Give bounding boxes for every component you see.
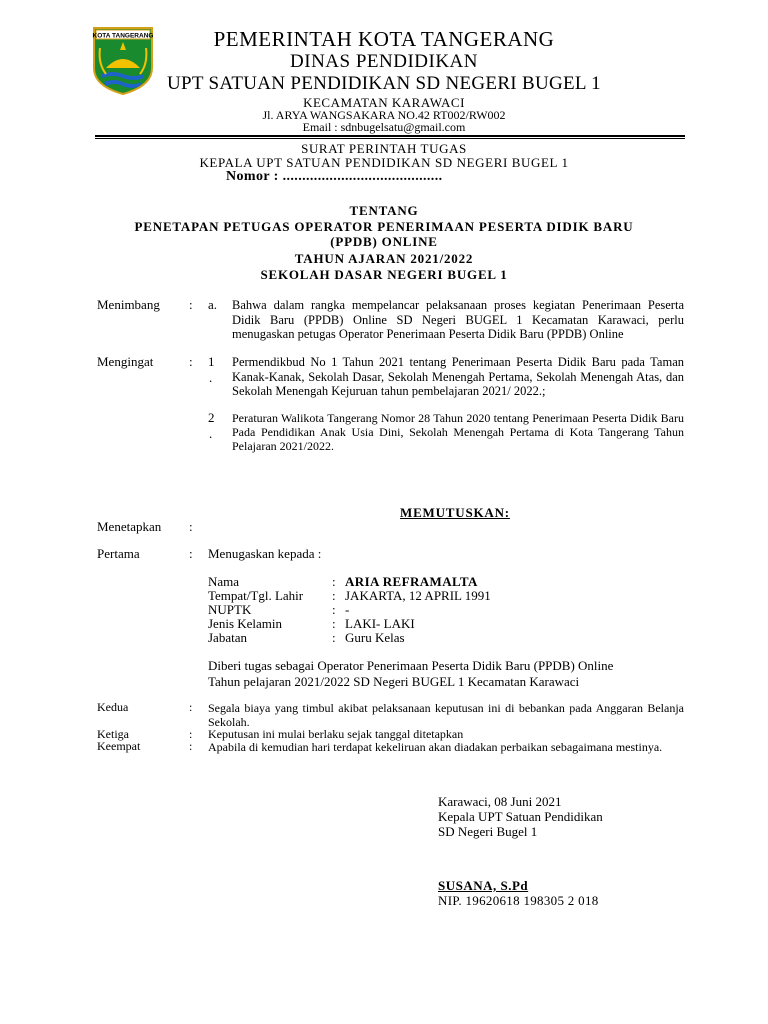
kedua-label: Kedua (97, 700, 129, 714)
identity-value: Guru Kelas (345, 630, 405, 645)
identity-label: Tempat/Tgl. Lahir (208, 588, 304, 603)
mengingat-item-dot: . (209, 370, 213, 385)
pertama-label: Pertama (97, 546, 140, 561)
mengingat-item-dot: . (209, 426, 213, 441)
assignment-line-1: Diberi tugas sebagai Operator Penerimaan Peserta Didik Baru (PPDB) Online (208, 658, 614, 673)
subject-line-1: PENETAPAN PETUGAS OPERATOR PENERIMAAN PESERTA DIDIK BARU (134, 219, 634, 234)
ketiga-label: Ketiga (97, 727, 129, 741)
keempat-label: Keempat (97, 739, 141, 753)
logo-banner-text: KOTA TANGERANG (92, 32, 154, 40)
subject-line-4: SEKOLAH DASAR NEGERI BUGEL 1 (260, 267, 508, 282)
header-government: PEMERINTAH KOTA TANGERANG (213, 27, 555, 51)
identity-label: Jenis Kelamin (208, 616, 283, 631)
mengingat-colon: : (189, 354, 193, 369)
menimbang-text: Bahwa dalam rangka mempelancar pelaksanaan proses kegiatan Penerimaan Peserta Didik Baru (PPDB) Online SD Negeri BUGEL 1 Kecamatan Karawaci, perlu menugaskan petugas Operator Penerimaan Peserta Didik Baru (PPDB) Online (232, 298, 684, 341)
header-department: DINAS PENDIDIKAN (290, 51, 478, 72)
menimbang-marker: a. (208, 297, 218, 312)
mengingat-item-text: Permendikbud No 1 Tahun 2021 tentang Penerimaan Peserta Didik Baru pada Taman Kanak-Kanak, Sekolah Dasar, Sekolah Menengah Pertama, Sekolah Menengah Atas, dan Sekolah Menengah Kejuruan tahun pembelajaran 2021/ 2022.; (232, 355, 684, 398)
menetapkan-label: Menetapkan (97, 519, 162, 534)
keempat-colon: : (189, 739, 193, 753)
menimbang-colon: : (189, 297, 193, 312)
identity-value-name: ARIA REFRAMALTA (345, 574, 478, 589)
menimbang-label: Menimbang (97, 297, 160, 312)
identity-colon: : (332, 630, 336, 645)
mengingat-item-text: Peraturan Walikota Tangerang Nomor 28 Tahun 2020 tentang Penerimaan Peserta Didik Baru Pada Pendidikan Anak Usia Dini, Sekolah Menengah Pertama di Kota Tangerang Tahun Pelajaran 2021/2022. (232, 411, 684, 453)
pertama-text: Menugaskan kepada : (208, 546, 322, 561)
identity-label: Jabatan (208, 630, 247, 645)
signatory-nip: NIP. 19620618 198305 2 018 (438, 893, 599, 908)
identity-colon: : (332, 616, 336, 631)
header-email: Email : sdnbugelsatu@gmail.com (302, 120, 466, 134)
kedua-colon: : (189, 700, 193, 714)
pertama-colon: : (189, 546, 193, 561)
mengingat-label: Mengingat (97, 354, 154, 369)
identity-colon: : (332, 588, 336, 603)
signature-school: SD Negeri Bugel 1 (438, 824, 538, 839)
signature-place-date: Karawaci, 08 Juni 2021 (438, 794, 562, 809)
identity-label: Nama (208, 574, 240, 589)
subject-heading: TENTANG (349, 203, 419, 218)
identity-label: NUPTK (208, 602, 252, 617)
header-address: Jl. ARYA WANGSAKARA NO.42 RT002/RW002 (262, 108, 506, 122)
subject-line-2: (PPDB) ONLINE (330, 234, 438, 249)
signature-position: Kepala UPT Satuan Pendidikan (438, 809, 603, 824)
ketiga-text: Keputusan ini mulai berlaku sejak tanggal ditetapkan (208, 727, 464, 741)
letterhead-divider-thick (95, 135, 685, 137)
header-district: KECAMATAN KARAWACI (303, 95, 465, 110)
identity-value: LAKI- LAKI (345, 616, 415, 631)
kedua-text: Segala biaya yang timbul akibat pelaksanaan keputusan ini di bebankan pada Anggaran Belanja Sekolah. (208, 701, 684, 729)
decision-heading: MEMUTUSKAN: (400, 505, 510, 520)
identity-colon: : (332, 574, 336, 589)
doc-number: Nomor : ......................................... (226, 169, 443, 184)
mengingat-item-number: 2 (208, 410, 215, 425)
header-school: UPT SATUAN PENDIDIKAN SD NEGERI BUGEL 1 (167, 73, 601, 94)
keempat-text: Apabila di kemudian hari terdapat kekeliruan akan diadakan perbaikan sebagaimana mestinya. (208, 740, 663, 754)
assignment-line-2: Tahun pelajaran 2021/2022 SD Negeri BUGEL 1 Kecamatan Karawaci (208, 674, 580, 689)
letterhead-divider-thin (95, 138, 685, 139)
identity-colon: : (332, 602, 336, 617)
subject-line-3: TAHUN AJARAN 2021/2022 (294, 251, 474, 266)
identity-value: JAKARTA, 12 APRIL 1991 (345, 588, 491, 603)
identity-value: - (345, 602, 350, 617)
doc-issuer: KEPALA UPT SATUAN PENDIDIKAN SD NEGERI BUGEL 1 (199, 155, 569, 170)
signatory-name: SUSANA, S.Pd (438, 878, 529, 893)
menetapkan-colon: : (189, 519, 193, 534)
doc-title: SURAT PERINTAH TUGAS (301, 141, 467, 156)
mengingat-item-number: 1 (208, 354, 215, 369)
ketiga-colon: : (189, 727, 193, 741)
